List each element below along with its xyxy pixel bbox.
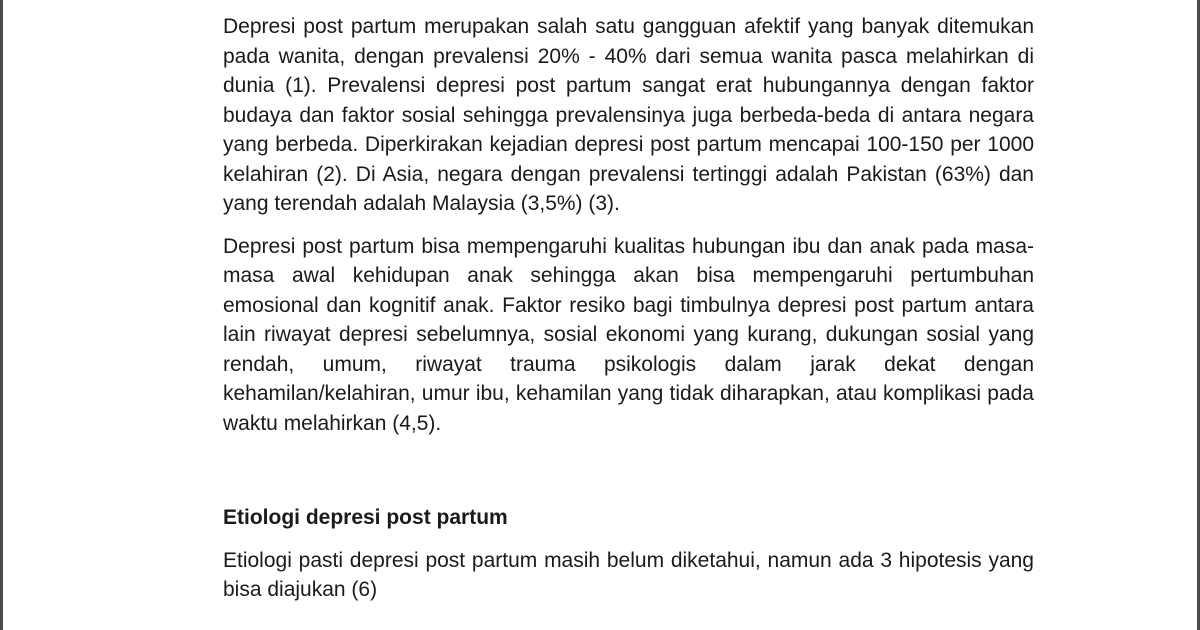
paragraph-prevalence: Depresi post partum merupakan salah satu gangguan afektif yang banyak ditemukan pada wanita, dengan prevalensi 20% - 40% dari semua wanita pasca melahirkan di dunia (1). Prevalensi depresi post partum sangat erat hubungannya dengan faktor budaya dan faktor sosial sehingga prevalensinya juga berbeda-beda di antara negara yang berbeda. Diperkirakan kejadian depresi post partum mencapai 100-150 per 1000 kelahiran (2). Di Asia, negara dengan prevalensi tertinggi adalah Pakistan (63%) dan yang terendah adalah Malaysia (3,5%) (3). (223, 15, 1034, 215)
section-heading-etiology: Etiologi depresi post partum (223, 506, 508, 529)
paragraph-etiology: Etiologi pasti depresi post partum masih belum diketahui, namun ada 3 hipotesis yang bisa diajukan (6) (223, 548, 1034, 601)
document-body (223, 12, 1034, 605)
left-border (0, 0, 3, 630)
paragraph-risk-factors: Depresi post partum bisa mempengaruhi kualitas hubungan ibu dan anak pada masa-masa awal kehidupan anak sehingga akan bisa mempengaruhi pertumbuhan emosional dan kognitif anak. Faktor resiko bagi timbulnya depresi post partum antara lain riwayat depresi sebelumnya, sosial ekonomi yang kurang, dukungan sosial yang rendah, umum, riwayat trauma psikologis dalam jarak dekat dengan kehamilan/kelahiran, umur ibu, kehamilan yang tidak diharapkan, atau komplikasi pada waktu melahirkan (4,5). (223, 234, 1034, 435)
